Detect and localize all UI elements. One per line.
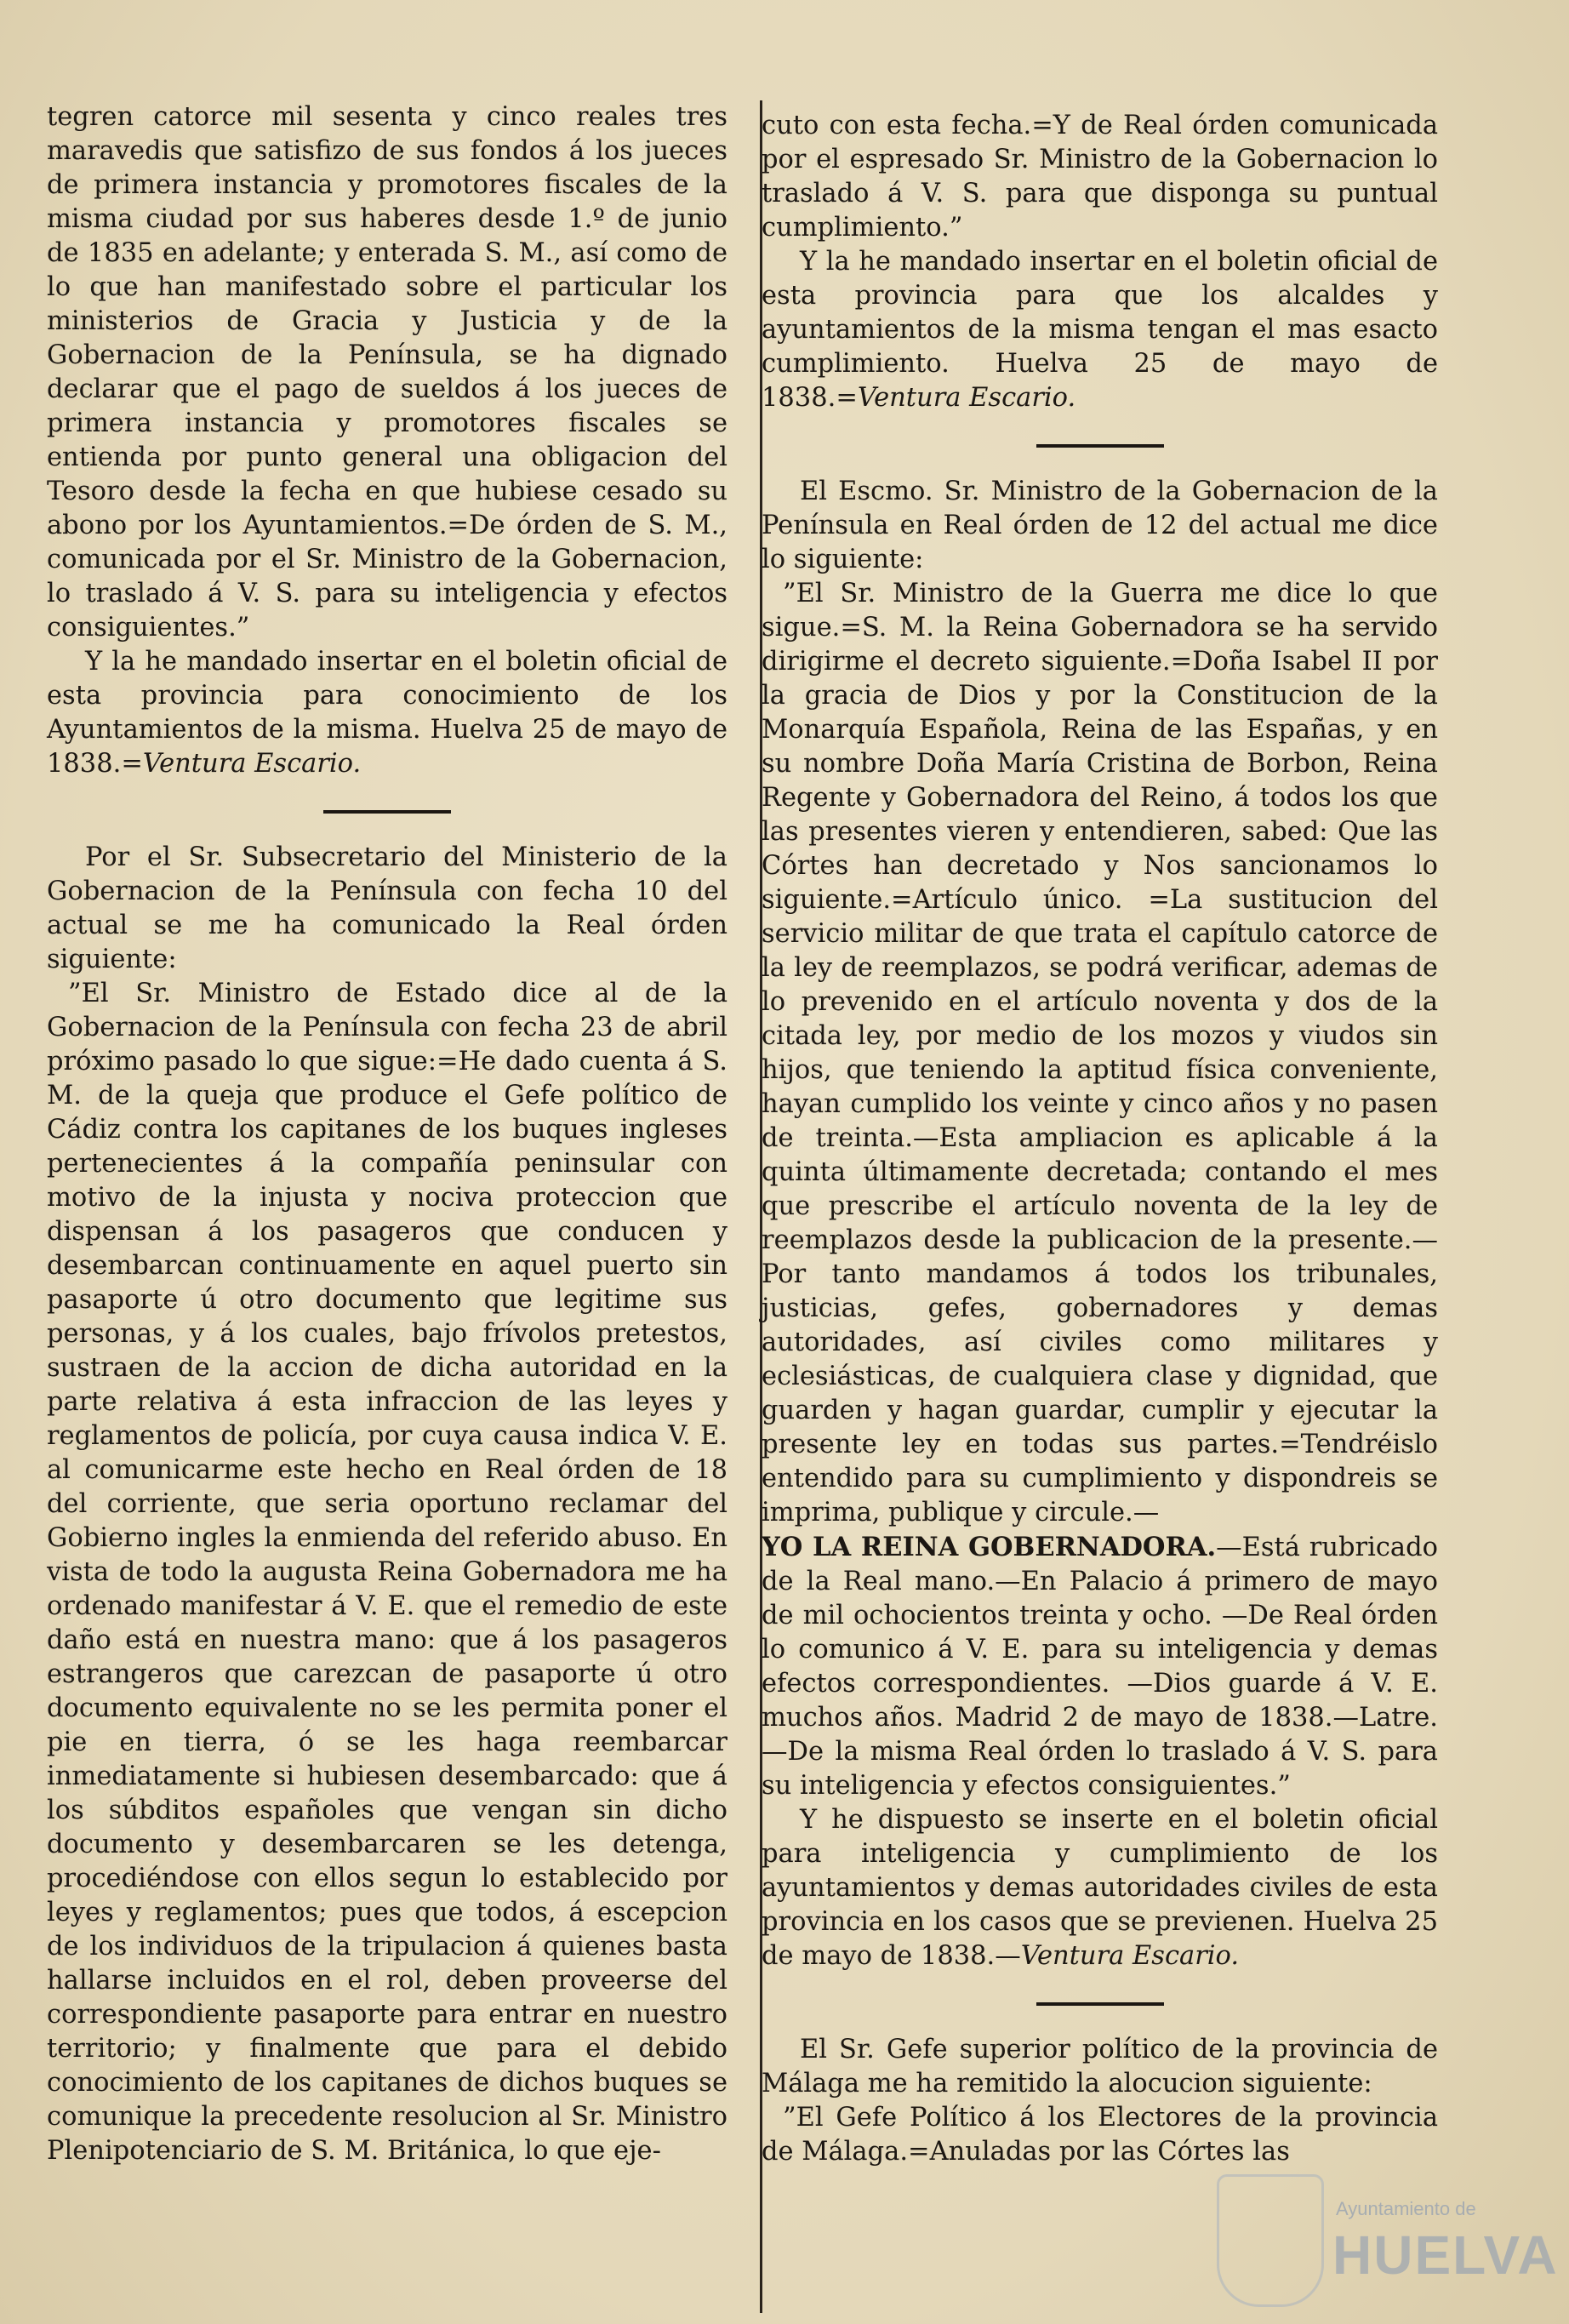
right-signature-2: Ventura Escario. — [1020, 1941, 1240, 1971]
left-signature-1: Ventura Escario. — [142, 749, 362, 779]
left-paragraph-2-text: Y la he mandado insertar en el boletin oficial de esta provincia para conocimiento de los Ayuntamientos de la misma. Huelva 25 de mayo de 1838.= — [47, 647, 727, 779]
archive-watermark — [1217, 2174, 1557, 2310]
watermark-line-1: Ayuntamiento de — [1336, 2198, 1476, 2219]
section-separator — [1036, 2002, 1164, 2006]
right-paragraph-5 — [762, 1530, 1438, 1803]
right-paragraph-6-text: Y he dispuesto se inserte en el boletin oficial para inteligencia y cumplimiento de los ayuntamientos y demas autoridades civiles de esta provincia en los casos que se previenen. Huelva 25 de mayo de 1838.— — [762, 1805, 1438, 1971]
right-paragraph-3: El Escmo. Sr. Ministro de la Gobernacion de la Península en Real órden de 12 del actual me dice lo siguiente: — [762, 477, 1438, 574]
left-paragraph-1: tegren catorce mil sesenta y cinco reales tres maravedis que satisfizo de sus fondos á los jueces de primera instancia y promotores fiscales de la misma ciudad por sus haberes desde 1.º de junio de 1835 en adelante; y enterada S. M., así como de lo que han manifestado sobre el particular los ministerios de Gracia y Justicia y de la Gobernacion de la Península, se ha dignado declarar que el pago de sueldos á los jueces de primera instancia y promotores fiscales se entienda por punto general una obligacion del Tesoro desde la fecha en que hubiese cesado su abono por los Ayuntamientos.=De órden de S. M., comunicada por el Sr. Ministro de la Gobernacion, lo traslado á V. S. para su inteligencia y efectos consiguientes.” — [47, 102, 727, 642]
right-paragraph-1: cuto con esta fecha.=Y de Real órden comunicada por el espresado Sr. Ministro de la Gobernacion lo traslado á V. S. para que disponga su puntual cumplimiento.” — [762, 111, 1438, 243]
right-paragraph-2-text: Y la he mandado insertar en el boletin oficial de esta provincia para que los alcaldes y ayuntamientos de la misma tengan el mas esacto cumplimiento. Huelva 25 de mayo de 1838.= — [762, 247, 1438, 413]
watermark-line-2: HUELVA — [1332, 2224, 1559, 2286]
left-column — [47, 100, 727, 2168]
right-paragraph-2 — [762, 245, 1438, 415]
royal-signature-heading: YO LA REINA GOBERNADORA. — [762, 1532, 1217, 1562]
left-paragraph-4: ”El Sr. Ministro de Estado dice al de la Gobernacion de la Península con fecha 23 de abril próximo pasado lo que sigue:=He dado cuenta á S. M. de la queja que produce el Gefe político de Cádiz contra los capitanes de los buques ingleses pertenecientes á la compañía peninsular con motivo de la injusta y nociva proteccion que dispensan á los pasageros que conducen y desembarcan continuamente en aquel puerto sin pasaporte ú otro documento que legitime sus personas, y á los cuales, bajo frívolos pretestos, sustraen de la accion de dicha autoridad en la parte relativa á esta infraccion de las leyes y reglamentos de policía, por cuya causa indica V. E. al comunicarme este hecho en Real órden de 18 del corriente, que seria oportuno reclamar del Gobierno ingles la enmienda del referido abuso. En vista de todo la augusta Reina Gobernadora me ha ordenado manifestar á V. E. que el remedio de este daño está en nuestra mano: que á los pasageros estrangeros que carezcan de pasaporte ú otro documento equivalente no se les permita poner el pie en tierra, ó se les haga reembarcar inmediatamente si hubiesen desembarcado: que á los súbditos españoles que vengan sin dicho documento y desembarcaren se les detenga, procediéndose con ellos segun lo establecido por leyes y reglamentos; pues que todos, á escepcion de los individuos de la tripulacion á quienes basta hallarse incluidos en el rol, deben proveerse del correspondiente pasaporte para entrar en nuestro territorio; y finalmente que para el debido conocimiento de los capitanes de dichos buques se comunique la precedente resolucion al Sr. Ministro Plenipotenciario de S. M. Británica, lo que eje- — [47, 979, 727, 2166]
right-paragraph-5-text: —Está rubricado de la Real mano.—En Palacio á primero de mayo de mil ochocientos treinta y ocho. —De Real órden lo comunico á V. E. para su inteligencia y demas efectos correspondientes. —Dios guarde á V. E. muchos años. Madrid 2 de mayo de 1838.—Latre.—De la misma Real órden lo traslado á V. S. para su inteligencia y efectos consiguientes.” — [762, 1533, 1438, 1801]
right-paragraph-4: ”El Sr. Ministro de la Guerra me dice lo que sigue.=S. M. la Reina Gobernadora se ha servido dirigirme el decreto siguiente.=Doña Isabel II por la gracia de Dios y por la Constitucion de la Monarquía Española, Reina de las Españas, y en su nombre Doña María Cristina de Borbon, Reina Regente y Gobernadora del Reino, á todos los que las presentes vieren y entendieren, sabed: Que las Córtes han decretado y Nos sancionamos lo siguiente.=Artículo único. =La sustitucion del servicio militar de que trata el capítulo catorce de la ley de reemplazos, se podrá verificar, ademas de lo prevenido en el artículo noventa y dos de la citada ley, por medio de los mozos y viudos sin hijos, que teniendo la aptitud física conveniente, hayan cumplido los veinte y cinco años y no pasen de treinta.—Esta ampliacion es aplicable á la quinta últimamente decretada; contando el mes que prescribe el artículo noventa de la ley de reemplazos desde la publicacion de la presente.—Por tanto mandamos á todos los tribunales, justicias, gefes, gobernadores y demas autoridades, así civiles como militares y eclesiásticas, de cualquiera clase y dignidad, que guarden y hagan guardar, cumplir y ejecutar la presente ley en todas sus partes.=Tendréislo entendido para su cumplimiento y dispondreis se imprima, publique y circule.— — [762, 579, 1438, 1527]
right-signature-1: Ventura Escario. — [857, 383, 1076, 413]
right-paragraph-7: El Sr. Gefe superior político de la provincia de Málaga me ha remitido la alocucion siguiente: — [762, 2035, 1438, 2098]
section-separator — [323, 810, 451, 814]
right-column — [762, 109, 1438, 2169]
city-shield-icon — [1217, 2174, 1324, 2307]
right-paragraph-6 — [762, 1803, 1438, 1973]
right-paragraph-8: ”El Gefe Político á los Electores de la provincia de Málaga.=Anuladas por las Córtes las — [762, 2103, 1438, 2167]
section-separator — [1036, 444, 1164, 448]
left-paragraph-2 — [47, 645, 727, 781]
left-paragraph-3: Por el Sr. Subsecretario del Ministerio de la Gobernacion de la Península con fecha 10 del actual se me ha comunicado la Real órden siguiente: — [47, 842, 727, 974]
